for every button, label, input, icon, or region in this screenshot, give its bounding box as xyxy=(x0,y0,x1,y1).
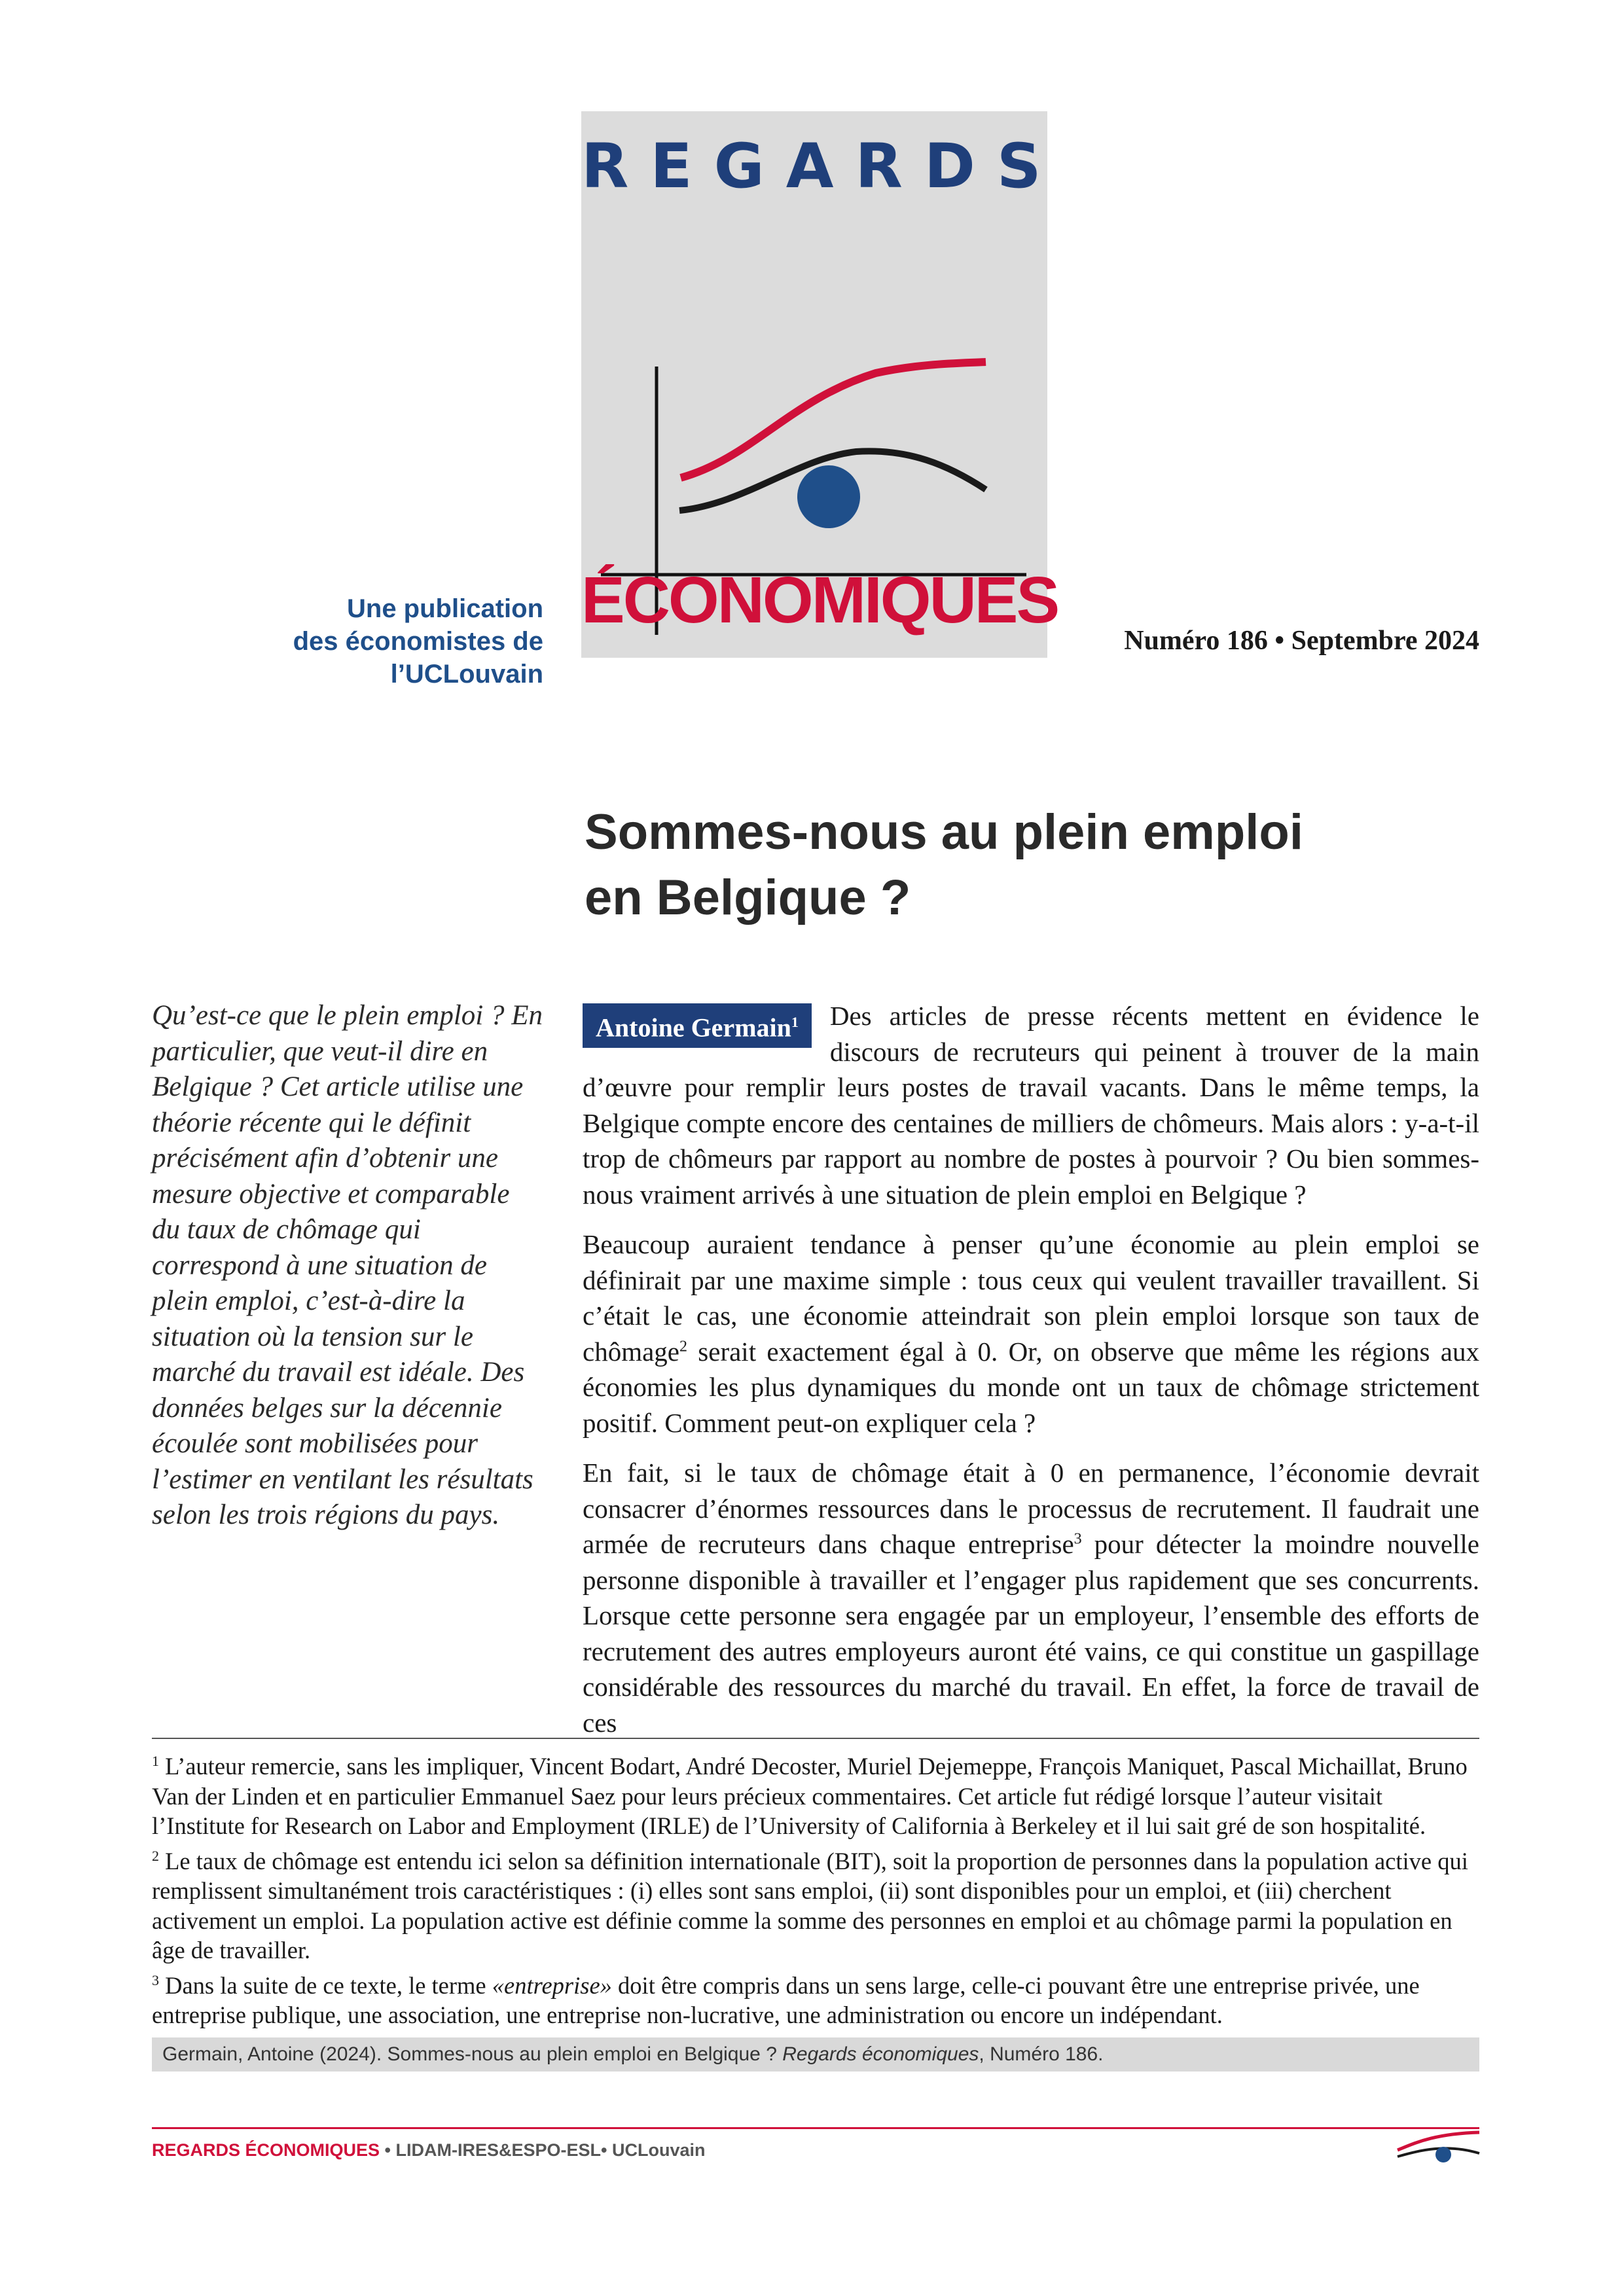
footnote-text: Dans la suite de ce texte, le terme xyxy=(159,1971,492,1999)
footnote-term: «entreprise» xyxy=(492,1971,612,1999)
paragraph-2 xyxy=(583,1227,1479,1441)
footnote-number: 3 xyxy=(152,1971,159,1988)
paragraph-1: Des articles de presse récents mettent en évidence le discours de recruteurs qui peinent à trouver de la main d’œuvre pour remplir leurs postes de travail vacants. Dans le même temps, la Belgique compte encore des centaines de milliers de chômeurs. Mais alors : y-a-t-il trop de chômeurs par rapport au nombre de postes à pourvoir ? Ou bien sommes-nous vraiment arrivés à une situation de plein emploi en Belgique ? xyxy=(583,1001,1479,1210)
publisher-line-2: des économistes de l’UCLouvain xyxy=(293,627,543,689)
journal-logo xyxy=(581,111,1063,658)
paragraph-3 xyxy=(583,1455,1479,1740)
footer-divider xyxy=(152,2127,1479,2129)
footnote-ref-2[interactable]: 2 xyxy=(679,1337,687,1355)
footer-text xyxy=(152,2140,705,2161)
author-name: Antoine Germain xyxy=(596,1013,791,1043)
footer-logo-icon xyxy=(1394,2127,1483,2173)
footnote-divider xyxy=(152,1738,1479,1739)
footnote-text: L’auteur remercie, sans les impliquer, Vincent Bodart, André Decoster, Muriel Dejemeppe, François Maniquet, Pascal Michaillat, Bruno Van der Linden et en particulier Emmanuel Saez pour leurs précieux commentaires. Cet article fut rédigé lorsque l’auteur visitait l’Institute for Research on Labor and Employment (IRLE) de l’University of California à Berkeley et il lui sait gré de son hospitalité. xyxy=(152,1753,1468,1840)
logo-wordmark-economiques: ÉCONOMIQUES xyxy=(581,564,1058,637)
abstract: Qu’est-ce que le plein emploi ? En particulier, que veut-il dire en Belgique ? Cet article utilise une théorie récente qui le définit précisément afin d’obtenir une mesure objective et comparable du taux de chômage qui correspond à une situation de plein emploi, c’est-à-dire la situation où la tension sur le marché du travail est idéale. Des données belges sur la décennie écoulée sont mobilisées pour l’estimer en ventilant les résultats selon les trois régions du pays. xyxy=(152,1000,543,1530)
publisher-line-1: Une publication xyxy=(347,594,543,623)
publisher-note xyxy=(151,592,543,691)
citation-text: Germain, Antoine (2024). Sommes-nous au plein emploi en Belgique ? xyxy=(162,2043,783,2065)
title-line-1: Sommes-nous au plein emploi xyxy=(585,804,1303,860)
logo-curve-red xyxy=(681,362,986,478)
footer-brand: REGARDS ÉCONOMIQUES xyxy=(152,2140,380,2160)
footnote-1 xyxy=(152,1746,1479,1841)
footnote-2 xyxy=(152,1841,1479,1965)
paragraph-2-part-b: serait exactement égal à 0. Or, on observe que même les régions aux économies les plus dynamiques du monde ont un taux de chômage strictement positif. Comment peut-on expliquer cela ? xyxy=(583,1336,1479,1438)
citation-suffix: , Numéro 186. xyxy=(979,2043,1104,2065)
logo-wordmark-regards: REGARDS xyxy=(581,131,1063,202)
article-title xyxy=(585,800,1468,931)
paragraph-2-part-a: Beaucoup auraient tendance à penser qu’une économie au plein emploi se définirait par une maxime simple : tous ceux qui veulent travailler travaillent. Si c’était le cas, une économie atteindrait son plein emploi lorsque son taux de chômage xyxy=(583,1229,1479,1367)
citation xyxy=(162,2040,1471,2069)
footnote-text: Le taux de chômage est entendu ici selon sa définition internationale (BIT), soit la proportion de personnes dans la population active qui remplissent simultanément trois caractéristiques : (i) elles sont sans emploi, (ii) sont disponibles pour un emploi, et (iii) cherchent activement un emploi. La population active est définie comme la somme des personnes en emploi et au chômage parmi la population en âge de travailler. xyxy=(152,1847,1468,1964)
footer-institutions: • LIDAM-IRES&ESPO-ESL• UCLouvain xyxy=(380,2140,706,2160)
footnote-text-continued: doit être compris dans un sens large, celle-ci pouvant être une entreprise privée, une entreprise publique, une association, une entreprise non-lucrative, une administration ou encore un indépendant. xyxy=(152,1971,1420,2029)
title-line-2: en Belgique ? xyxy=(585,870,911,925)
author-footnote-ref[interactable]: 1 xyxy=(791,1014,799,1030)
footnote-number: 2 xyxy=(152,1847,159,1864)
footnote-ref-3[interactable]: 3 xyxy=(1074,1530,1082,1548)
issue-number: Numéro 186 • Septembre 2024 xyxy=(1124,626,1479,656)
footnote-3 xyxy=(152,1965,1479,2030)
author-badge xyxy=(583,1003,812,1048)
logo-eye-circle xyxy=(797,465,860,528)
footnotes xyxy=(152,1746,1479,2030)
paragraph-3-part-a: En fait, si le taux de chômage était à 0 en permanence, l’économie devrait consacrer d’énormes ressources dans le processus de recrutement. Il faudrait une armée de recruteurs dans chaque entreprise xyxy=(583,1458,1479,1559)
article-body xyxy=(583,998,1479,1755)
paragraph-3-part-b: pour détecter la moindre nouvelle personne disponible à travailler et l’engager plus rapidement que ses concurrents. Lorsque cette personne sera engagée par un employeur, l’ensemble des efforts de recrutement des autres employeurs auront été vains, ce qui constitue un gaspillage considérable des ressources du marché du travail. En effet, la force de travail de ces xyxy=(583,1529,1479,1738)
citation-journal: Regards économiques xyxy=(782,2043,979,2065)
footnote-number: 1 xyxy=(152,1753,159,1769)
